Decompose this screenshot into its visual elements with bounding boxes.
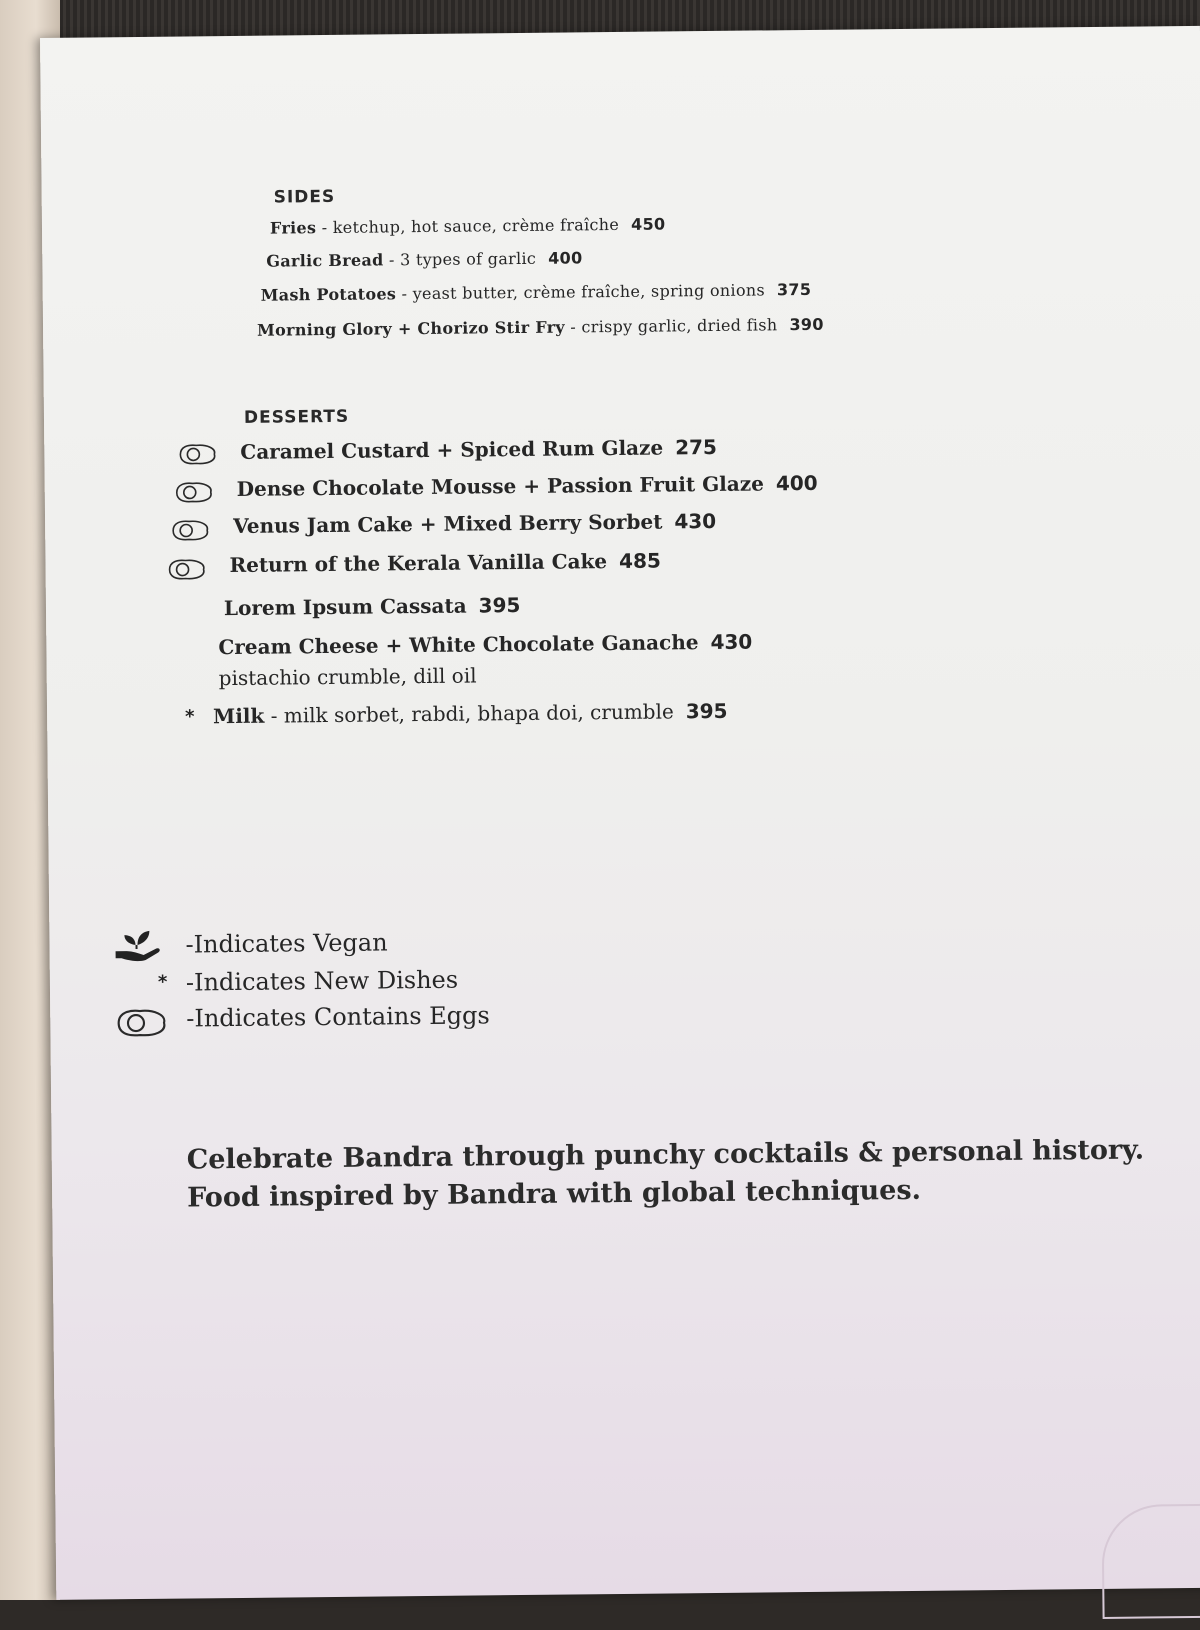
- item-name: Garlic Bread: [266, 250, 384, 271]
- item-subline: pistachio crumble, dill oil: [218, 663, 477, 691]
- page-curl: [1101, 1503, 1200, 1619]
- item-name: Caramel Custard + Spiced Rum Glaze: [240, 435, 664, 464]
- legend-new-dishes: -Indicates New Dishes: [185, 965, 459, 997]
- menu-item-caramel-custard: [240, 435, 717, 464]
- item-price: 485: [618, 548, 661, 573]
- menu-item-cream-cheese-ganache: [218, 630, 752, 660]
- new-dish-marker: *: [185, 706, 195, 728]
- item-description: - ketchup, hot sauce, crème fraîche: [316, 214, 620, 238]
- tagline-line-2: Food inspired by Bandra with global techniques.: [186, 1174, 922, 1214]
- item-price: 390: [789, 314, 824, 335]
- egg-icon: [176, 442, 218, 466]
- item-name: Morning Glory + Chorizo Stir Fry: [256, 317, 566, 340]
- item-price: 375: [776, 279, 812, 300]
- item-name: Mash Potatoes: [260, 284, 397, 305]
- menu-item-venus-jam-cake: [233, 509, 716, 538]
- item-description: - yeast butter, crème fraîche, spring onions: [396, 280, 766, 304]
- item-price: 450: [631, 214, 666, 234]
- tagline-line-1: Celebrate Bandra through punchy cocktails & personal history.: [186, 1134, 1145, 1176]
- item-price: 430: [674, 508, 717, 534]
- item-price: 430: [710, 629, 753, 655]
- item-price: 395: [478, 593, 521, 618]
- legend-contains-eggs: -Indicates Contains Eggs: [186, 1001, 490, 1033]
- sides-heading: SIDES: [273, 186, 336, 208]
- menu-item-cassata: [224, 593, 521, 620]
- item-price: 275: [675, 434, 718, 460]
- menu-item-garlic-bread: [266, 248, 582, 270]
- item-name: Cream Cheese + White Chocolate Ganache: [218, 630, 699, 660]
- menu-item-chocolate-mousse: [237, 471, 818, 501]
- plant-in-hand-icon: [111, 927, 163, 964]
- item-name: Return of the Kerala Vanilla Cake: [229, 549, 608, 578]
- menu-item-kerala-vanilla-cake: [229, 549, 661, 578]
- menu-item-milk: [213, 699, 728, 728]
- item-name: Milk: [212, 703, 265, 729]
- item-name: Lorem Ipsum Cassata: [223, 593, 467, 621]
- egg-icon: [173, 480, 215, 504]
- menu-item-mash-potatoes: [261, 280, 812, 305]
- item-price: 400: [775, 470, 818, 496]
- menu-item-fries: [270, 214, 666, 237]
- item-name: Fries: [269, 218, 317, 238]
- egg-icon: [112, 1007, 170, 1040]
- desserts-heading: DESSERTS: [243, 406, 350, 428]
- menu-item-morning-glory: [257, 315, 824, 340]
- item-description: - 3 types of garlic: [383, 248, 537, 270]
- egg-icon: [165, 557, 207, 581]
- item-price: 400: [548, 248, 583, 268]
- item-description: - milk sorbet, rabdi, bhapa doi, crumble: [264, 699, 674, 728]
- egg-icon: [169, 518, 211, 542]
- item-price: 395: [685, 698, 728, 724]
- legend-vegan: -Indicates Vegan: [185, 928, 388, 959]
- item-description: - crispy garlic, dried fish: [564, 315, 778, 337]
- menu-sheet: [40, 26, 1200, 1600]
- new-dish-marker: *: [157, 971, 168, 993]
- item-name: Venus Jam Cake + Mixed Berry Sorbet: [232, 509, 663, 539]
- item-name: Dense Chocolate Mousse + Passion Fruit Glaze: [236, 471, 765, 501]
